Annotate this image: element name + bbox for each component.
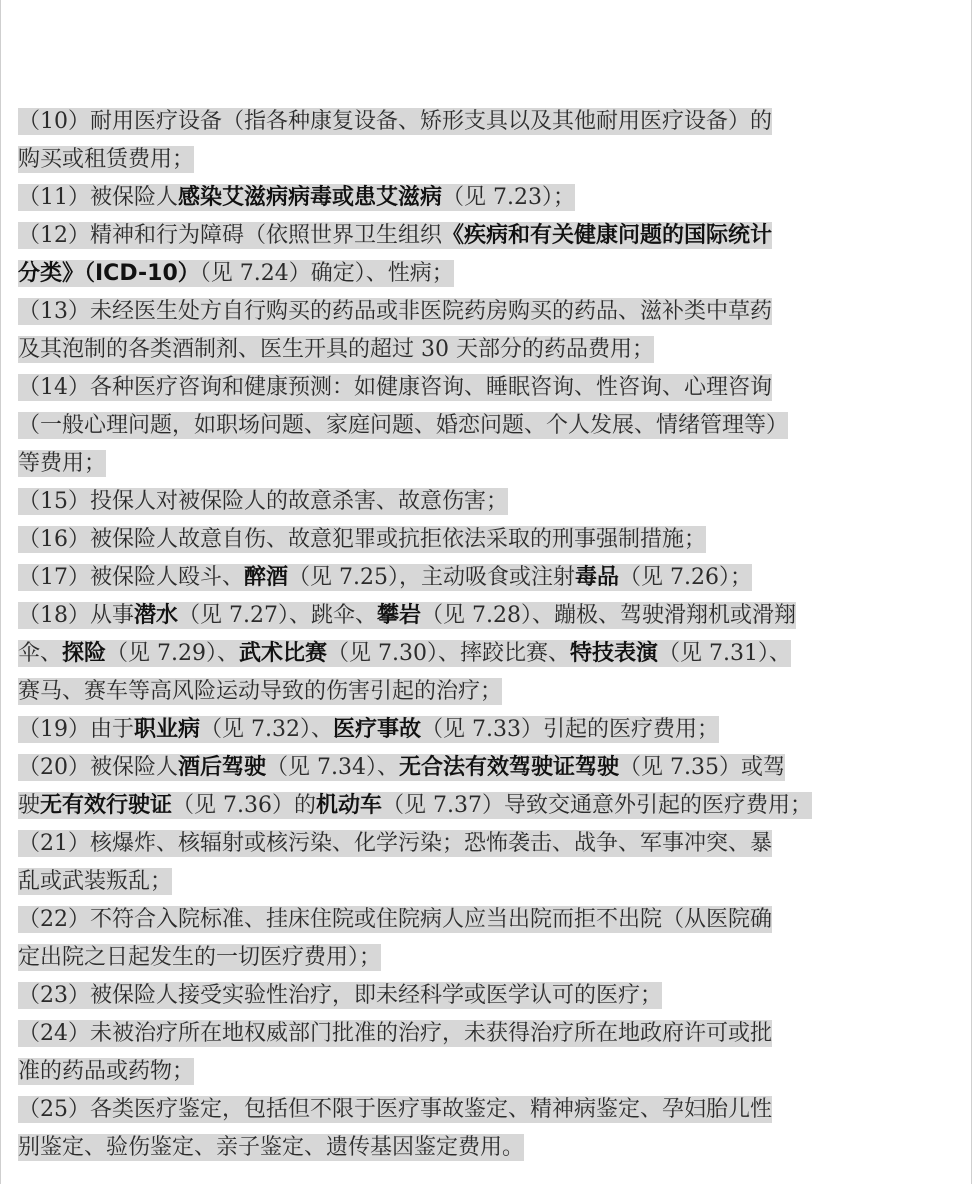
bold-term: 无有效行驶证 <box>40 793 173 818</box>
text-segment: （14）各种医疗咨询和健康预测：如健康咨询、睡眠咨询、性咨询、心理咨询 <box>18 375 772 400</box>
text-line <box>18 977 910 1015</box>
text-line <box>18 597 910 635</box>
text-line <box>18 483 910 521</box>
text-segment: （15）投保人对被保险人的故意杀害、故意伤害； <box>18 489 508 514</box>
text-segment: （见 7.32）、 <box>200 717 333 742</box>
highlighted-text <box>18 982 662 1009</box>
bold-term: 探险 <box>62 641 107 666</box>
text-line <box>18 1091 910 1129</box>
highlighted-text <box>18 298 772 325</box>
text-line <box>18 1015 910 1053</box>
text-line <box>18 217 910 255</box>
highlighted-text <box>18 336 654 363</box>
text-segment: （10）耐用医疗设备（指各种康复设备、矫形支具以及其他耐用医疗设备）的 <box>18 109 772 134</box>
text-segment: 准的药品或药物； <box>18 1059 195 1084</box>
text-segment: 及其泡制的各类酒制剂、医生开具的超过 30 天部分的药品费用； <box>18 337 654 362</box>
text-segment: （18）从事 <box>18 603 134 628</box>
highlighted-text <box>18 564 752 591</box>
text-segment: （见 7.26）； <box>619 565 752 590</box>
text-segment: 购买或租赁费用； <box>18 147 195 172</box>
highlighted-text <box>18 412 788 439</box>
highlighted-text <box>18 146 194 173</box>
text-segment: （一般心理问题，如职场问题、家庭问题、婚恋问题、个人发展、情绪管理等） <box>18 413 789 438</box>
text-segment: （见 7.23）； <box>442 185 575 210</box>
text-segment: （见 7.24）确定）、性病； <box>199 261 454 286</box>
text-line <box>18 635 910 673</box>
bold-term: 无合法有效驾驶证驾驶 <box>399 755 620 780</box>
highlighted-text <box>18 374 772 401</box>
text-segment: （见 7.36）的 <box>172 793 317 818</box>
text-line <box>18 369 910 407</box>
text-segment: 赛马、赛车等高风险运动导致的伤害引起的治疗； <box>18 679 503 704</box>
bold-term: 毒品 <box>575 565 620 590</box>
text-line <box>18 255 910 293</box>
text-segment: （23）被保险人接受实验性治疗，即未经科学或医学认可的医疗； <box>18 983 662 1008</box>
text-segment: 乱或武装叛乱； <box>18 869 173 894</box>
text-line <box>18 1129 910 1167</box>
text-segment: 定出院之日起发生的一切医疗费用）； <box>18 945 382 970</box>
text-segment: （21）核爆炸、核辐射或核污染、化学污染；恐怖袭击、战争、军事冲突、暴 <box>18 831 772 856</box>
text-segment: 等费用； <box>18 451 107 476</box>
text-segment: （见 7.30）、摔跤比赛、 <box>327 641 571 666</box>
highlighted-text <box>18 108 772 135</box>
highlighted-text <box>18 1134 524 1161</box>
text-segment: （17）被保险人殴斗、 <box>18 565 244 590</box>
highlighted-text <box>18 1096 772 1123</box>
text-segment: （见 7.34）、 <box>266 755 399 780</box>
text-segment: （19）由于 <box>18 717 134 742</box>
bold-term: 医疗事故 <box>333 717 422 742</box>
highlighted-text <box>18 716 719 743</box>
highlighted-text <box>18 260 454 287</box>
text-line <box>18 901 910 939</box>
text-segment: （22）不符合入院标准、挂床住院或住院病人应当出院而拒不出院（从医院确 <box>18 907 772 932</box>
highlighted-text <box>18 830 772 857</box>
text-segment: 驶 <box>18 793 41 818</box>
bold-term: 攀岩 <box>377 603 422 628</box>
highlighted-text <box>18 1020 772 1047</box>
text-line <box>18 863 910 901</box>
text-segment: （见 7.33）引起的医疗费用； <box>421 717 719 742</box>
highlighted-text <box>18 526 706 553</box>
text-segment: （见 7.25），主动吸食或注射 <box>288 565 575 590</box>
text-segment: （见 7.37）导致交通意外引起的医疗费用； <box>382 793 813 818</box>
text-segment: （16）被保险人故意自伤、故意犯罪或抗拒依法采取的刑事强制措施； <box>18 527 706 552</box>
text-segment: 伞、 <box>18 641 63 666</box>
bold-term: 潜水 <box>134 603 179 628</box>
highlighted-text <box>18 640 791 667</box>
highlighted-text <box>18 754 785 781</box>
text-line <box>18 825 910 863</box>
highlighted-text <box>18 184 575 211</box>
text-line <box>18 749 910 787</box>
bold-term: 职业病 <box>134 717 201 742</box>
text-line <box>18 103 910 141</box>
text-line <box>18 673 910 711</box>
highlighted-text <box>18 792 812 819</box>
text-segment: （24）未被治疗所在地权威部门批准的治疗，未获得治疗所在地政府许可或批 <box>18 1021 772 1046</box>
text-line <box>18 939 910 977</box>
highlighted-text <box>18 602 796 629</box>
bold-term: 感染艾滋病病毒或患艾滋病 <box>178 185 443 210</box>
text-line <box>18 179 910 217</box>
text-segment: （见 7.35）或驾 <box>619 755 785 780</box>
text-segment: （13）未经医生处方自行购买的药品或非医院药房购买的药品、滋补类中草药 <box>18 299 772 324</box>
text-line <box>18 141 910 179</box>
highlighted-text <box>18 1058 194 1085</box>
text-line <box>18 711 910 749</box>
highlighted-text <box>18 944 381 971</box>
bold-term: 分类》（ICD-10） <box>18 261 200 286</box>
bold-term: 特技表演 <box>570 641 659 666</box>
highlighted-text <box>18 488 508 515</box>
text-line <box>18 1053 910 1091</box>
bold-term: 《疾病和有关健康问题的国际统计 <box>442 223 773 248</box>
highlighted-text <box>18 222 772 249</box>
highlighted-text <box>18 678 502 705</box>
highlighted-text <box>18 906 772 933</box>
bold-term: 武术比赛 <box>239 641 328 666</box>
text-line <box>18 559 910 597</box>
text-line <box>18 445 910 483</box>
bold-term: 酒后驾驶 <box>178 755 267 780</box>
text-segment: （25）各类医疗鉴定，包括但不限于医疗事故鉴定、精神病鉴定、孕妇胎儿性 <box>18 1097 772 1122</box>
highlighted-text <box>18 450 106 477</box>
bold-term: 机动车 <box>316 793 383 818</box>
text-line <box>18 407 910 445</box>
text-line <box>18 293 910 331</box>
text-line <box>18 787 910 825</box>
text-segment: （见 7.31）、 <box>658 641 792 666</box>
text-segment: （11）被保险人 <box>18 185 178 210</box>
text-segment: （见 7.29）、 <box>106 641 240 666</box>
exclusion-clauses <box>18 103 910 1167</box>
text-line <box>18 521 910 559</box>
bold-term: 醉酒 <box>244 565 289 590</box>
text-segment: （见 7.27）、跳伞、 <box>178 603 377 628</box>
text-segment: （20）被保险人 <box>18 755 178 780</box>
text-segment: （12）精神和行为障碍（依照世界卫生组织 <box>18 223 442 248</box>
highlighted-text <box>18 868 172 895</box>
text-segment: （见 7.28）、蹦极、驾驶滑翔机或滑翔 <box>421 603 796 628</box>
text-segment: 别鉴定、验伤鉴定、亲子鉴定、遗传基因鉴定费用。 <box>18 1135 525 1160</box>
text-line <box>18 331 910 369</box>
